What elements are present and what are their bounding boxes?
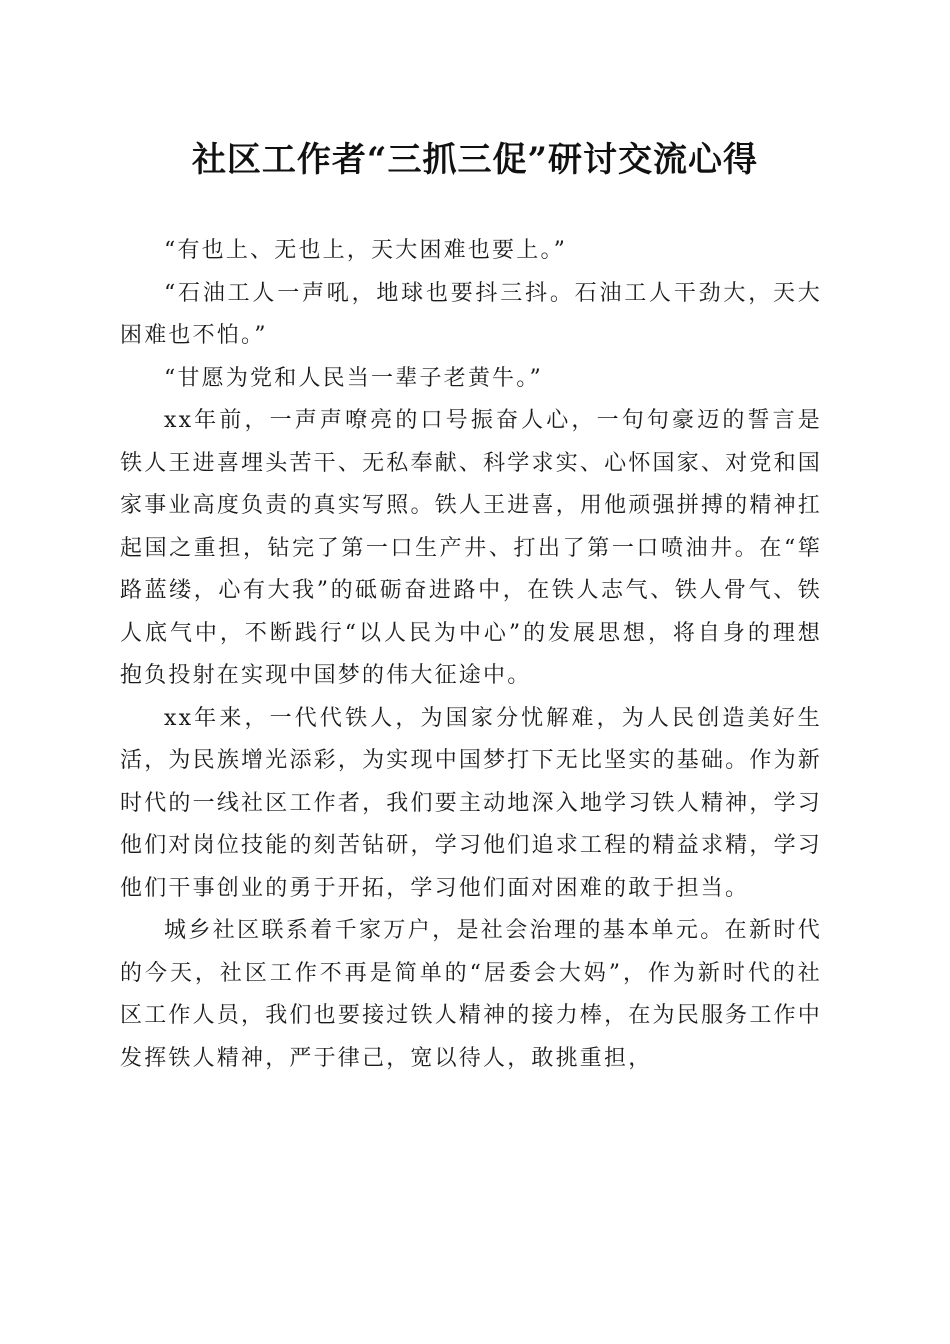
paragraph-generations: xx年来，一代代铁人，为国家分忧解难，为人民创造美好生活，为民族增光添彩，为实现中国梦打下无比坚实的基础。作为新时代的一线社区工作者，我们要主动地深入地学习铁人精神，学习他们对岗位技能的刻苦钻研，学习他们追求工程的精益求精，学习他们干事创业的勇于开拓，学习他们面对困难的敢于担当。: [120, 705, 822, 901]
paragraph-slogan-1: “有也上、无也上，天大困难也要上。”: [164, 238, 568, 263]
paragraph-slogan-3: “甘愿为党和人民当一辈子老黄牛。”: [164, 365, 543, 391]
paragraph-community: 城乡社区联系着千家万户，是社会治理的基本单元。在新时代的今天，社区工作不再是简单的“居委会大妈”，作为新时代的社区工作人员，我们也要接过铁人精神的接力棒，在为民服务工作中发挥铁人精神，严于律己，宽以待人，敢挑重担，: [120, 918, 822, 1071]
paragraph-slogan-2: “石油工人一声吼，地球也要抖三抖。石油工人干劲大，天大困难也不怕。”: [120, 280, 822, 348]
document-title: 社区工作者“三抓三促”研讨交流心得: [191, 140, 759, 180]
document-body: [120, 230, 822, 1080]
paragraph-history: xx年前，一声声嘹亮的口号振奋人心，一句句豪迈的誓言是铁人王进喜埋头苦干、无私奉献、科学求实、心怀国家、对党和国家事业高度负责的真实写照。铁人王进喜，用他顽强拼搏的精神扛起国之重担，钻完了第一口生产井、打出了第一口喷油井。在“筚路蓝缕，心有大我”的砥砺奋进路中，在铁人志气、铁人骨气、铁人底气中，不断践行“以人民为中心”的发展思想，将自身的理想抱负投射在实现中国梦的伟大征途中。: [120, 408, 822, 688]
